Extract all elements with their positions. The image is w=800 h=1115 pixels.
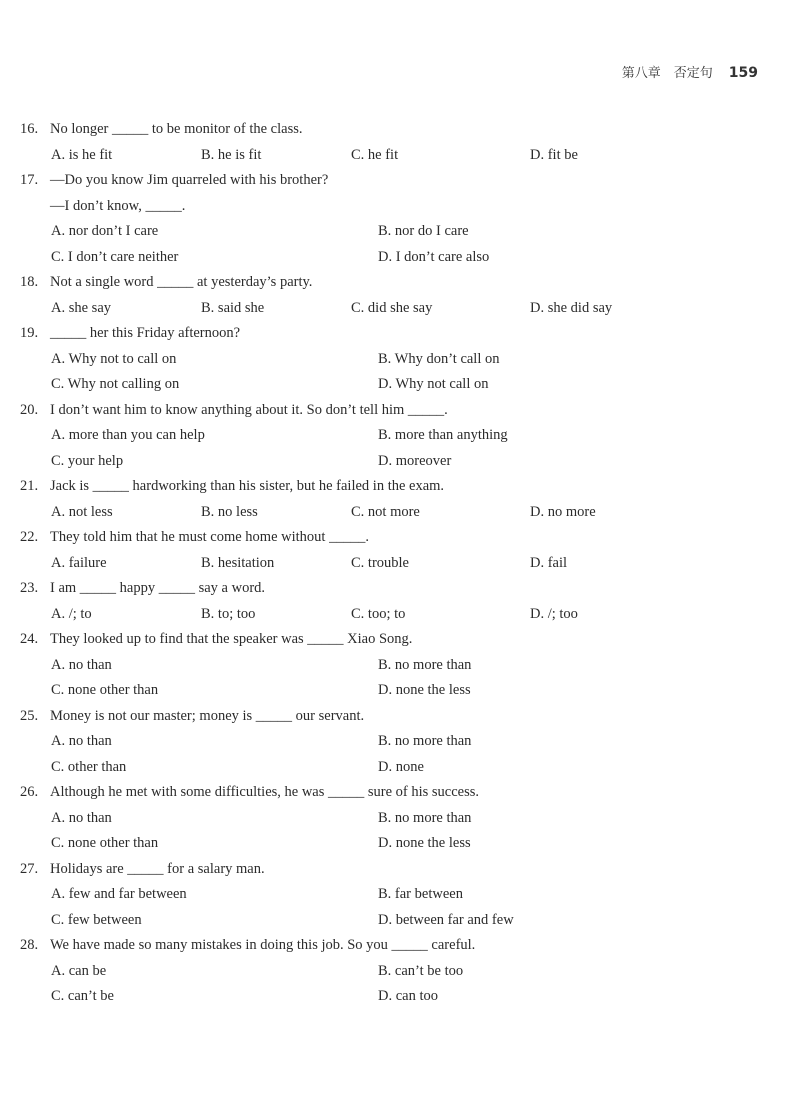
option-a: A. is he fit bbox=[51, 146, 113, 163]
question-22 bbox=[20, 525, 760, 576]
question-number: 19. bbox=[20, 325, 39, 341]
option-b: B. more than anything bbox=[378, 427, 508, 443]
option-a: A. she say bbox=[51, 299, 112, 316]
option-c: C. did she say bbox=[351, 299, 433, 316]
option-d: D. I don’t care also bbox=[378, 248, 490, 265]
question-25 bbox=[20, 704, 760, 781]
option-d: D. no more bbox=[530, 503, 596, 520]
option-c: C. few between bbox=[51, 911, 142, 928]
question-number: 17. bbox=[20, 172, 39, 188]
question-number: 23. bbox=[20, 580, 39, 596]
question-number: 20. bbox=[20, 401, 39, 418]
option-d: D. fail bbox=[530, 554, 568, 571]
option-a: A. few and far between bbox=[51, 886, 187, 902]
option-c: C. none other than bbox=[51, 835, 159, 851]
question-stem: Money is not our master; money is _____ our servant. bbox=[50, 707, 365, 724]
option-d: D. can too bbox=[378, 988, 438, 1004]
option-b: B. Why don’t call on bbox=[378, 350, 500, 367]
option-a: A. no than bbox=[51, 809, 112, 826]
option-c: C. too; to bbox=[351, 605, 406, 622]
option-a: A. /; to bbox=[51, 605, 92, 622]
question-stem: Not a single word _____ at yesterday’s party. bbox=[50, 274, 313, 290]
page-number: 159 bbox=[728, 65, 758, 81]
option-d: D. fit be bbox=[530, 146, 578, 163]
option-c: C. not more bbox=[351, 503, 420, 520]
option-b: B. no more than bbox=[378, 656, 472, 673]
option-c: C. trouble bbox=[351, 554, 409, 571]
question-number: 22. bbox=[20, 529, 39, 545]
question-stem: They looked up to find that the speaker was _____ Xiao Song. bbox=[50, 631, 413, 647]
option-a: A. no than bbox=[51, 733, 112, 749]
option-b: B. he is fit bbox=[201, 146, 262, 163]
question-20 bbox=[20, 398, 760, 475]
question-16 bbox=[20, 117, 760, 168]
option-d: D. she did say bbox=[530, 299, 613, 316]
question-24 bbox=[20, 627, 760, 704]
question-stem: We have made so many mistakes in doing this job. So you _____ careful. bbox=[50, 937, 476, 953]
option-c: C. I don’t care neither bbox=[51, 248, 179, 265]
question-26 bbox=[20, 780, 760, 857]
question-stem: Jack is _____ hardworking than his sister, but he failed in the exam. bbox=[50, 478, 445, 494]
option-d: D. Why not call on bbox=[378, 376, 489, 392]
option-a: A. Why not to call on bbox=[51, 350, 177, 367]
option-d: D. /; too bbox=[530, 605, 578, 622]
option-b: B. to; too bbox=[201, 605, 256, 622]
chapter-title: 第八章 否定句 bbox=[621, 66, 713, 81]
option-b: B. hesitation bbox=[201, 554, 275, 571]
question-17 bbox=[20, 168, 760, 270]
question-number: 18. bbox=[20, 274, 39, 290]
question-stem-line-2: —I don’t know, _____. bbox=[50, 197, 186, 214]
question-stem: —Do you know Jim quarreled with his brother? bbox=[50, 172, 329, 188]
page-header bbox=[622, 62, 758, 81]
option-b: B. far between bbox=[378, 886, 463, 902]
question-27 bbox=[20, 857, 760, 934]
option-a: A. no than bbox=[51, 656, 112, 673]
question-stem: _____ her this Friday afternoon? bbox=[50, 325, 241, 341]
question-number: 21. bbox=[20, 478, 39, 494]
option-d: D. between far and few bbox=[378, 911, 514, 928]
option-b: B. can’t be too bbox=[378, 962, 464, 979]
option-c: C. none other than bbox=[51, 682, 159, 698]
question-number: 24. bbox=[20, 631, 39, 647]
question-stem: I am _____ happy _____ say a word. bbox=[50, 580, 266, 596]
option-c: C. other than bbox=[51, 758, 127, 775]
question-23 bbox=[20, 576, 760, 627]
question-stem: They told him that he must come home without _____. bbox=[50, 529, 369, 545]
option-c: C. can’t be bbox=[51, 988, 114, 1004]
question-list bbox=[20, 117, 760, 1010]
option-a: A. not less bbox=[51, 503, 113, 520]
question-number: 28. bbox=[20, 937, 39, 953]
question-stem: No longer _____ to be monitor of the class. bbox=[50, 121, 303, 137]
question-stem: Although he met with some difficulties, he was _____ sure of his success. bbox=[50, 784, 480, 800]
question-18 bbox=[20, 270, 760, 321]
option-a: A. more than you can help bbox=[51, 427, 205, 443]
option-b: B. nor do I care bbox=[378, 223, 469, 239]
option-b: B. no less bbox=[201, 503, 258, 520]
question-number: 16. bbox=[20, 121, 39, 137]
option-a: A. failure bbox=[51, 554, 107, 571]
option-c: C. Why not calling on bbox=[51, 376, 180, 392]
option-d: D. none bbox=[378, 758, 424, 775]
question-28 bbox=[20, 933, 760, 1010]
option-b: B. no more than bbox=[378, 733, 472, 749]
option-c: C. your help bbox=[51, 452, 124, 469]
question-number: 27. bbox=[20, 860, 39, 877]
option-b: B. said she bbox=[201, 299, 265, 316]
option-d: D. moreover bbox=[378, 452, 452, 469]
option-c: C. he fit bbox=[351, 146, 399, 163]
question-number: 25. bbox=[20, 707, 39, 724]
option-d: D. none the less bbox=[378, 835, 471, 851]
option-b: B. no more than bbox=[378, 809, 472, 826]
question-number: 26. bbox=[20, 784, 39, 800]
question-19 bbox=[20, 321, 760, 398]
option-a: A. nor don’t I care bbox=[51, 223, 159, 239]
option-a: A. can be bbox=[51, 962, 107, 979]
question-21 bbox=[20, 474, 760, 525]
question-stem: Holidays are _____ for a salary man. bbox=[50, 860, 265, 877]
question-stem: I don’t want him to know anything about it. So don’t tell him _____. bbox=[50, 401, 448, 418]
option-d: D. none the less bbox=[378, 682, 471, 698]
